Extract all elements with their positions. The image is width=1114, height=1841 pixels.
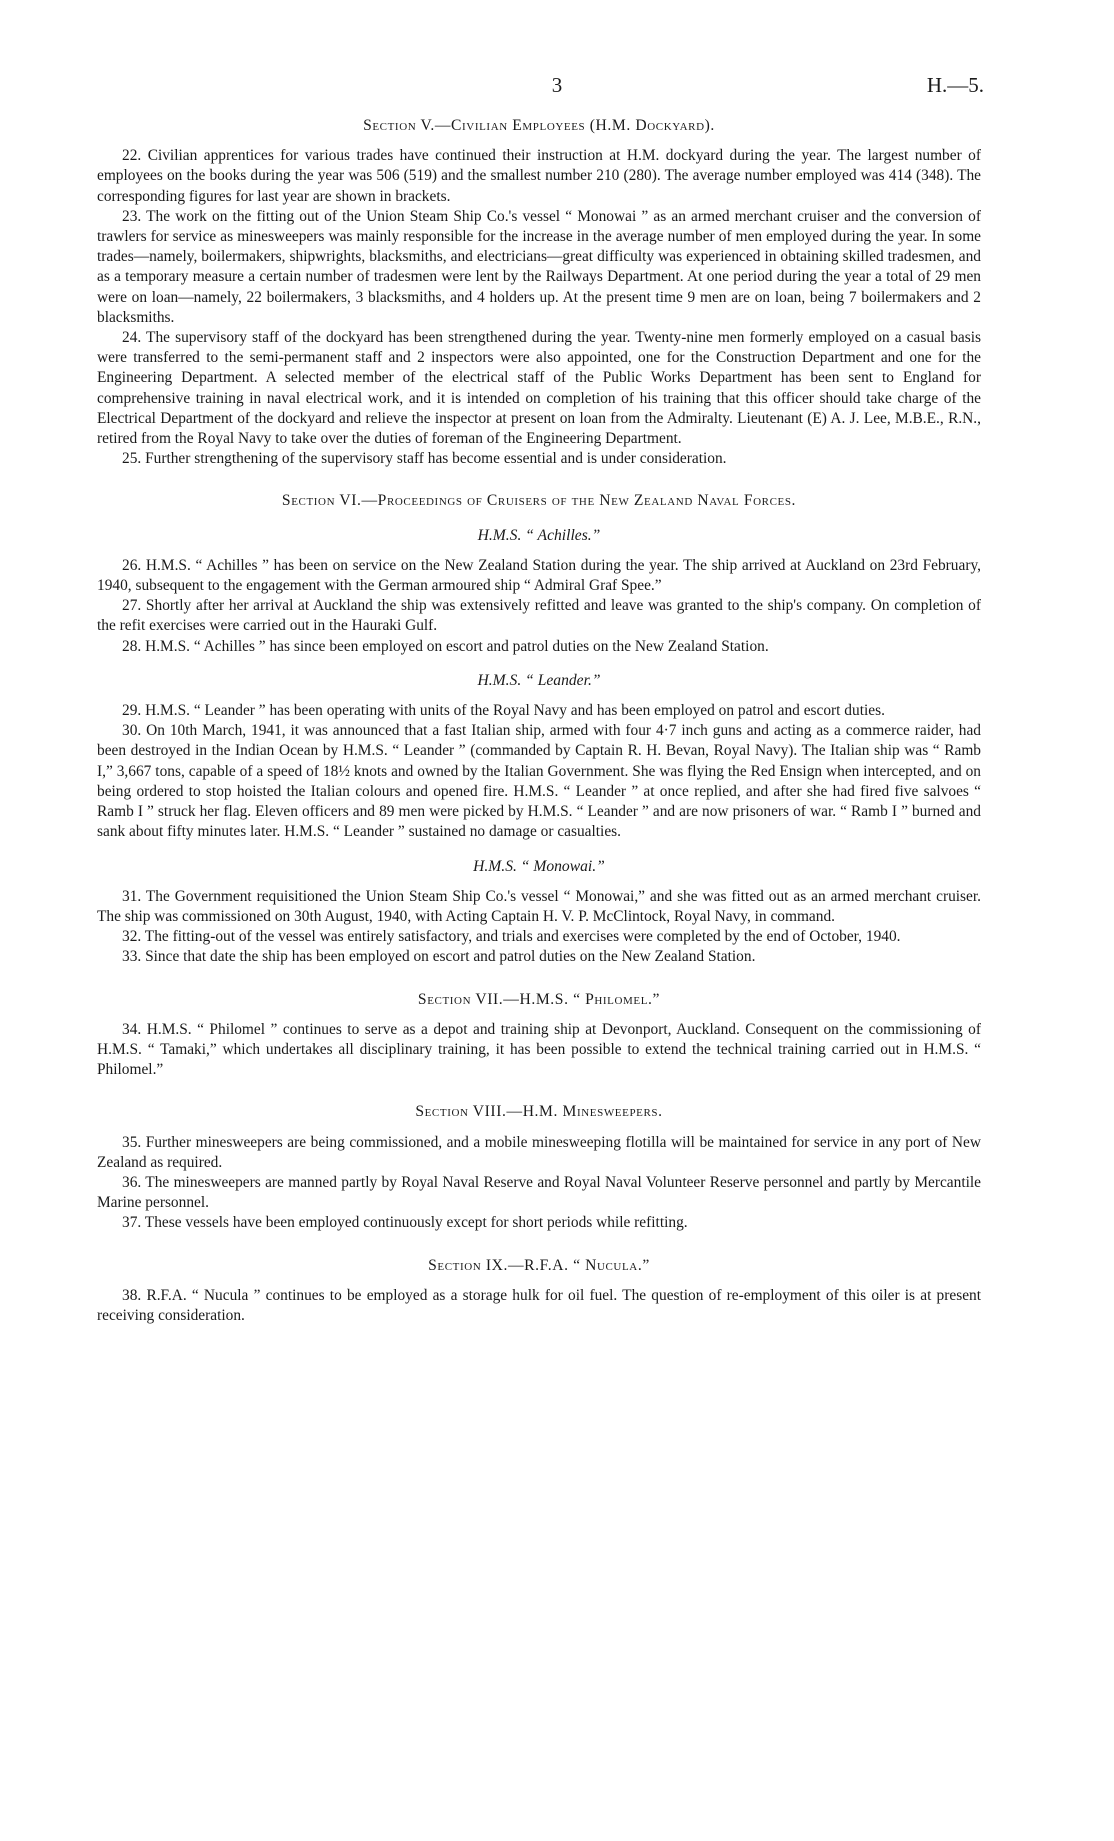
section-title: Section VI.—Proceedings of Cruisers of the New Zealand Naval Forces. — [281, 492, 797, 510]
subsection-title-monowai: H.M.S. “ Monowai.” — [473, 857, 605, 875]
paragraph-30: 30. On 10th March, 1941, it was announced that a fast Italian ship, armed with four 4·7 inch guns and acting as a commerce raider, had been destroyed in the Indian Ocean by H.M.S. “ Leander ” (commanded by Captain R. H. Bevan, Royal Navy). The Italian ship was “ Ramb I,” 3,667 tons, capable of a speed of 18½ knots and owned by the Italian Government. She was flying the Red Ensign when intercepted, and on being ordered to stop hoisted the Italian colours and opened fire. H.M.S. “ Leander ” at once replied, and after she had fired five salvoes “ Ramb I ” struck her flag. Eleven officers and 89 men were picked by H.M.S. “ Leander ” and are now prisoners of war. “ Ramb I ” burned and sank about fifty minutes later. H.M.S. “ Leander ” sustained no damage or casualties. — [97, 722, 981, 841]
paragraph-24: 24. The supervisory staff of the dockyard has been strengthened during the year. Twenty-nine men formerly employed on a casual basis were transferred to the semi-permanent staff and 2 inspectors were also appointed, one for the Construction Department and one for the Engineering Department. A selected member of the electrical staff of the Public Works Department has been sent to England for comprehensive training in naval electrical work, and it is intended on completion of his training that this officer should take charge of the Electrical Department of the dockyard and relieve the inspector at present on loan from the Admiralty. Lieutenant (E) A. J. Lee, M.B.E., R.N., retired from the Royal Navy to take over the duties of foreman of the Engineering Department. — [97, 329, 981, 448]
paragraph-35: 35. Further minesweepers are being commissioned, and a mobile minesweeping flotilla will be maintained for service in any port of New Zealand as required. — [97, 1133, 981, 1171]
paragraph-37: 37. These vessels have been employed continuously except for short periods while refitting. — [122, 1214, 688, 1232]
section-vii — [97, 990, 981, 1081]
document-body — [97, 116, 981, 1326]
paragraph-34: 34. H.M.S. “ Philomel ” continues to serve as a depot and training ship at Devonport, Auckland. Consequent on the commissioning of H.M.S. “ Tamaki,” which undertakes all disciplinary training, it has been possible to extend the technical training carried out in H.M.S. “ Philomel.” — [97, 1020, 981, 1079]
paragraph-36: 36. The minesweepers are manned partly by Royal Naval Reserve and Royal Naval Volunteer Reserve personnel and partly by Mercantile Marine personnel. — [97, 1173, 981, 1212]
paragraph-27: 27. Shortly after her arrival at Auckland the ship was extensively refitted and leave was granted to the ship's company. On completion of the refit exercises were carried out in the Hauraki Gulf. — [97, 597, 981, 635]
paragraph-22: 22. Civilian apprentices for various trades have continued their instruction at H.M. dockyard during the year. The largest number of employees on the books during the year was 506 (519) and the smallest number 210 (280). The average number employed was 414 (348). The corresponding figures for last year are shown in brackets. — [97, 147, 981, 205]
section-vi — [97, 491, 981, 967]
paragraph-25: 25. Further strengthening of the supervisory staff has become essential and is under consideration. — [122, 450, 727, 468]
subsection-title-leander: H.M.S. “ Leander.” — [477, 671, 601, 689]
paragraph-31: 31. The Government requisitioned the Union Steam Ship Co.'s vessel “ Monowai,” and she was fitted out as an armed merchant cruiser. The ship was commissioned on 30th August, 1940, with Acting Captain H. V. P. McClintock, Royal Navy, in command. — [97, 887, 981, 925]
section-v — [97, 116, 981, 469]
section-title: Section VIII.—H.M. Minesweepers. — [415, 1103, 663, 1121]
section-title: Section V.—Civilian Employees (H.M. Dockyard). — [363, 117, 715, 134]
paragraph-38: 38. R.F.A. “ Nucula ” continues to be employed as a storage hulk for oil fuel. The question of re-employment of this oiler is at present receiving consideration. — [97, 1286, 981, 1324]
section-ix — [97, 1256, 981, 1327]
paragraph-29: 29. H.M.S. “ Leander ” has been operating with units of the Royal Navy and has been employed on patrol and escort duties. — [122, 702, 885, 720]
section-viii — [97, 1102, 981, 1233]
paragraph-33: 33. Since that date the ship has been employed on escort and patrol duties on the New Zealand Station. — [122, 948, 756, 966]
paragraph-28: 28. H.M.S. “ Achilles ” has since been employed on escort and patrol duties on the New Zealand Station. — [122, 637, 769, 655]
subsection-title-achilles: H.M.S. “ Achilles.” — [477, 526, 601, 544]
document-reference: H.—5. — [926, 73, 984, 97]
paragraph-26: 26. H.M.S. “ Achilles ” has been on service on the New Zealand Station during the year. The ship arrived at Auckland on 23rd February, 1940, subsequent to the engagement with the German armoured ship “ Admiral Graf Spee.” — [97, 556, 981, 595]
page-number: 3 — [551, 73, 563, 97]
section-title: Section VII.—H.M.S. “ Philomel.” — [417, 990, 661, 1008]
paragraph-32: 32. The fitting-out of the vessel was entirely satisfactory, and trials and exercises were completed by the end of October, 1940. — [122, 928, 901, 946]
paragraph-23: 23. The work on the fitting out of the Union Steam Ship Co.'s vessel “ Monowai ” as an armed merchant cruiser and the conversion of trawlers for service as minesweepers was mainly responsible for the increase in the average number of men employed during the year. In some trades—namely, boilermakers, shipwrights, blacksmiths, and electricians—great difficulty was experienced in obtaining skilled tradesmen, and as a temporary measure a certain number of tradesmen were lent by the Railways Department. At one period during the year a total of 29 men were on loan—namely, 22 boilermakers, 3 blacksmiths, and 4 holders up. At the present time 9 men are on loan, being 7 boilermakers and 2 blacksmiths. — [97, 207, 981, 326]
section-title: Section IX.—R.F.A. “ Nucula.” — [428, 1256, 650, 1274]
